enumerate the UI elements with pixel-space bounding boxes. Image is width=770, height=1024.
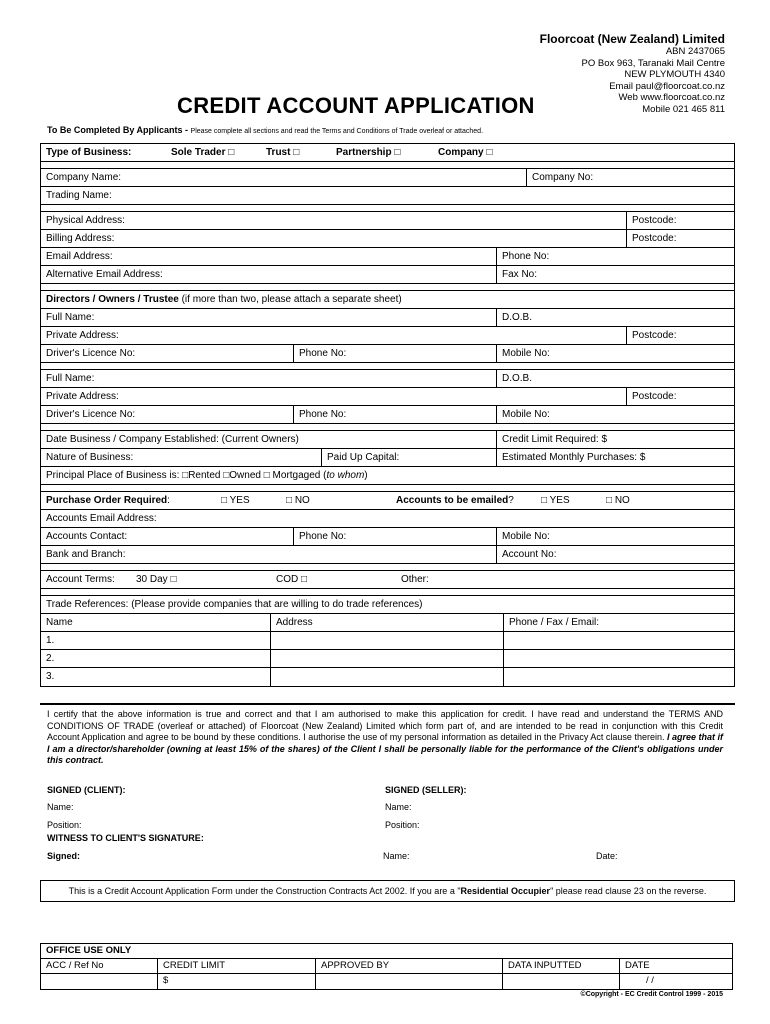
seller-position-field[interactable]: Position:	[385, 820, 420, 830]
certification-body: I certify that the above information is true and correct and that I am authorised to make this application for credit. I have read and understand the TERMS AND CONDITIONS OF TRADE (overleaf or attached) of Floorcoat (New Zealand) Limited which form part of, and are intended to be read in conjunction with this Credit Account Application and agree to be bound by these conditions. I authorise the use of my personal information as detailed in the Privacy Act clause therein.	[47, 709, 723, 742]
ref1-name-field[interactable]: 1.	[46, 635, 55, 646]
email-row	[41, 248, 734, 266]
accounts-contact-field[interactable]: Accounts Contact:	[46, 531, 128, 542]
notice-pre: This is a Credit Account Application Form under the Construction Contracts Act 2002. If you are a "	[68, 886, 461, 896]
seller-name-field[interactable]: Name:	[385, 802, 412, 812]
directors-heading	[41, 291, 734, 308]
bank-row	[41, 546, 734, 564]
intro-bold: To Be Completed By Applicants -	[47, 125, 189, 135]
director1-licence-field[interactable]: Driver's Licence No:	[46, 348, 136, 359]
intro-line	[47, 125, 483, 135]
date-header: DATE	[619, 959, 732, 973]
certification-liability: I agree that if I am a director/shareholder (owning at least 15% of the shares) of the Client I shall be personally liable for the performance of the Client's obligations under this contract.	[47, 732, 723, 765]
purchase-order-colon: :	[167, 495, 170, 506]
section-divider	[41, 485, 734, 492]
director1-postcode-field[interactable]: Postcode:	[626, 327, 734, 344]
directors-heading-row	[41, 291, 734, 309]
table-row	[41, 650, 734, 668]
accounts-emailed-label	[391, 492, 536, 509]
table-row	[41, 668, 734, 686]
purchase-order-row	[41, 492, 734, 510]
date-established-field[interactable]: Date Business / Company Established: (Current Owners)	[46, 434, 299, 445]
data-inputted-header: DATA INPUTTED	[502, 959, 619, 973]
directors-heading-note: (if more than two, please attach a separate sheet)	[178, 294, 402, 305]
physical-postcode-field[interactable]: Postcode:	[626, 212, 734, 229]
director2-address-row	[41, 388, 734, 406]
emailed-no-checkbox[interactable]: □ NO	[606, 495, 630, 506]
phone-no-field[interactable]: Phone No:	[496, 248, 734, 265]
ref2-name-field[interactable]: 2.	[46, 653, 55, 664]
office-use-title: OFFICE USE ONLY	[46, 945, 132, 956]
section-divider	[41, 284, 734, 291]
office-use-table	[40, 943, 733, 990]
nature-row	[41, 449, 734, 467]
directors-heading-bold: Directors / Owners / Trustee	[46, 294, 179, 305]
trade-refs-header-row	[41, 614, 734, 632]
construction-contracts-notice	[40, 880, 735, 902]
company-city: NEW PLYMOUTH 4340	[624, 69, 725, 80]
director1-address-row	[41, 327, 734, 345]
ref-address-header: Address	[270, 614, 503, 631]
client-position-field[interactable]: Position:	[47, 820, 82, 830]
approved-by-value[interactable]	[315, 974, 502, 989]
company-name: Floorcoat (New Zealand) Limited	[539, 32, 725, 46]
witness-signed-field[interactable]: Signed:	[47, 851, 80, 861]
company-details	[540, 32, 725, 115]
ref2-contact-field[interactable]	[503, 650, 734, 667]
section-divider	[41, 564, 734, 571]
emailed-yes-checkbox[interactable]: □ YES	[541, 495, 570, 506]
thirty-day-checkbox[interactable]: 30 Day □	[136, 574, 177, 585]
trade-refs-heading-row	[41, 596, 734, 614]
certify-divider	[40, 703, 735, 705]
principal-place-label: Principal Place of Business is: □Rented □Owned □ Mortgaged (	[46, 470, 327, 481]
signed-seller-label: SIGNED (SELLER):	[385, 785, 467, 795]
billing-address-field[interactable]: Billing Address:	[46, 233, 115, 244]
accounts-mobile-field[interactable]: Mobile No:	[496, 528, 734, 545]
principal-place-close: )	[364, 470, 368, 481]
director2-address-field[interactable]: Private Address:	[46, 391, 119, 402]
accounts-emailed-question: ?	[508, 495, 514, 506]
section-divider	[41, 589, 734, 596]
paid-up-capital-field[interactable]: Paid Up Capital:	[321, 449, 496, 466]
ref-contact-header: Phone / Fax / Email:	[503, 614, 734, 631]
ref3-address-field[interactable]	[270, 668, 503, 686]
director1-phone-field[interactable]: Phone No:	[293, 345, 496, 362]
company-name-row	[41, 169, 734, 187]
physical-address-row	[41, 212, 734, 230]
office-title-row	[41, 944, 732, 959]
company-po-box: PO Box 963, Taranaki Mail Centre	[581, 57, 725, 69]
monthly-purchases-field[interactable]: Estimated Monthly Purchases: $	[496, 449, 734, 466]
nature-of-business-field[interactable]: Nature of Business:	[46, 452, 134, 463]
account-terms-label: Account Terms:	[46, 574, 115, 585]
ref3-contact-field[interactable]	[503, 668, 734, 686]
acc-ref-value[interactable]	[41, 974, 157, 989]
accounts-email-row	[41, 510, 734, 528]
business-type-label: Type of Business:	[46, 147, 132, 158]
company-name-field[interactable]: Company Name:	[46, 172, 122, 183]
company-email: Email paul@floorcoat.co.nz	[609, 80, 725, 92]
section-divider	[41, 363, 734, 370]
billing-address-row	[41, 230, 734, 248]
director2-phone-field[interactable]: Phone No:	[293, 406, 496, 423]
po-yes-checkbox[interactable]: □ YES	[221, 495, 250, 506]
signed-client-label: SIGNED (CLIENT):	[47, 785, 126, 795]
other-terms-field[interactable]: Other:	[401, 574, 429, 585]
office-value-row	[41, 974, 732, 989]
director2-mobile-field[interactable]: Mobile No:	[496, 406, 734, 423]
accounts-contact-row	[41, 528, 734, 546]
notice-bold: Residential Occupier	[460, 886, 551, 896]
billing-postcode-field[interactable]: Postcode:	[626, 230, 734, 247]
partnership-checkbox[interactable]: Partnership □	[336, 147, 401, 158]
director1-name-row	[41, 309, 734, 327]
trust-checkbox[interactable]: Trust □	[266, 147, 300, 158]
ref2-address-field[interactable]	[270, 650, 503, 667]
purchase-order-label-text: Purchase Order Required	[46, 495, 168, 506]
to-whom-label: to whom	[326, 470, 365, 481]
ref1-address-field[interactable]	[270, 632, 503, 649]
application-form	[40, 143, 735, 687]
section-divider	[41, 424, 734, 431]
business-type-row	[41, 144, 734, 162]
credit-limit-header: CREDIT LIMIT	[157, 959, 315, 973]
alt-email-row	[41, 266, 734, 284]
table-row	[41, 632, 734, 650]
principal-place-field[interactable]	[41, 467, 734, 484]
copyright: ©Copyright - EC Credit Control 1999 - 2015	[580, 991, 723, 998]
page-title: CREDIT ACCOUNT APPLICATION	[177, 93, 535, 118]
director2-postcode-field[interactable]: Postcode:	[626, 388, 734, 405]
director1-licence-row	[41, 345, 734, 363]
section-divider	[41, 205, 734, 212]
notice-post: " please read clause 23 on the reverse.	[550, 886, 707, 896]
director1-dob-field[interactable]: D.O.B.	[496, 309, 734, 326]
company-no-field[interactable]: Company No:	[526, 169, 734, 186]
director2-full-name-field[interactable]: Full Name:	[46, 373, 95, 384]
account-no-field[interactable]: Account No:	[496, 546, 734, 563]
office-header-row	[41, 959, 732, 974]
account-terms-row	[41, 571, 734, 589]
company-abn: ABN 2437065	[665, 46, 725, 57]
established-row	[41, 431, 734, 449]
client-name-field[interactable]: Name:	[47, 802, 74, 812]
credit-limit-value[interactable]: $	[157, 974, 315, 989]
ref1-contact-field[interactable]	[503, 632, 734, 649]
intro-note: Please complete all sections and read the Terms and Conditions of Trade overleaf or attached.	[190, 128, 484, 135]
company-web: Web www.floorcoat.co.nz	[618, 92, 725, 103]
accounts-email-field[interactable]: Accounts Email Address:	[46, 513, 157, 524]
company-mobile: Mobile 021 465 811	[642, 103, 725, 115]
trading-name-row	[41, 187, 734, 205]
director1-address-field[interactable]: Private Address:	[46, 330, 119, 341]
director2-name-row	[41, 370, 734, 388]
alt-email-field[interactable]: Alternative Email Address:	[46, 269, 163, 280]
physical-address-field[interactable]: Physical Address:	[46, 215, 125, 226]
ref-name-header: Name	[46, 617, 73, 628]
accounts-emailed-label-text: Accounts to be emailed	[396, 495, 509, 506]
date-value[interactable]: / /	[619, 974, 732, 989]
director2-licence-row	[41, 406, 734, 424]
accounts-phone-field[interactable]: Phone No:	[293, 528, 496, 545]
po-no-checkbox[interactable]: □ NO	[286, 495, 310, 506]
ref3-name-field[interactable]: 3.	[46, 671, 55, 682]
purchase-order-label	[41, 492, 216, 509]
director1-full-name-field[interactable]: Full Name:	[46, 312, 95, 323]
approved-by-header: APPROVED BY	[315, 959, 502, 973]
director2-licence-field[interactable]: Driver's Licence No:	[46, 409, 136, 420]
principal-place-row	[41, 467, 734, 485]
certification-text	[47, 709, 723, 767]
company-checkbox[interactable]: Company □	[438, 147, 493, 158]
cod-checkbox[interactable]: COD □	[276, 574, 308, 585]
bank-branch-field[interactable]: Bank and Branch:	[46, 549, 126, 560]
section-divider	[41, 162, 734, 169]
witness-name-field[interactable]: Name:	[383, 851, 410, 861]
witness-label: WITNESS TO CLIENT'S SIGNATURE:	[47, 833, 204, 843]
fax-no-field[interactable]: Fax No:	[496, 266, 734, 283]
trading-name-field[interactable]: Trading Name:	[46, 190, 112, 201]
acc-ref-header: ACC / Ref No	[46, 960, 104, 971]
director1-mobile-field[interactable]: Mobile No:	[496, 345, 734, 362]
director2-dob-field[interactable]: D.O.B.	[496, 370, 734, 387]
email-address-field[interactable]: Email Address:	[46, 251, 113, 262]
trade-refs-heading: Trade References: (Please provide companies that are willing to do trade references)	[46, 599, 423, 610]
witness-date-field[interactable]: Date:	[596, 851, 618, 861]
data-inputted-value[interactable]	[502, 974, 619, 989]
credit-limit-field[interactable]: Credit Limit Required: $	[496, 431, 734, 448]
sole-trader-checkbox[interactable]: Sole Trader □	[171, 147, 235, 158]
